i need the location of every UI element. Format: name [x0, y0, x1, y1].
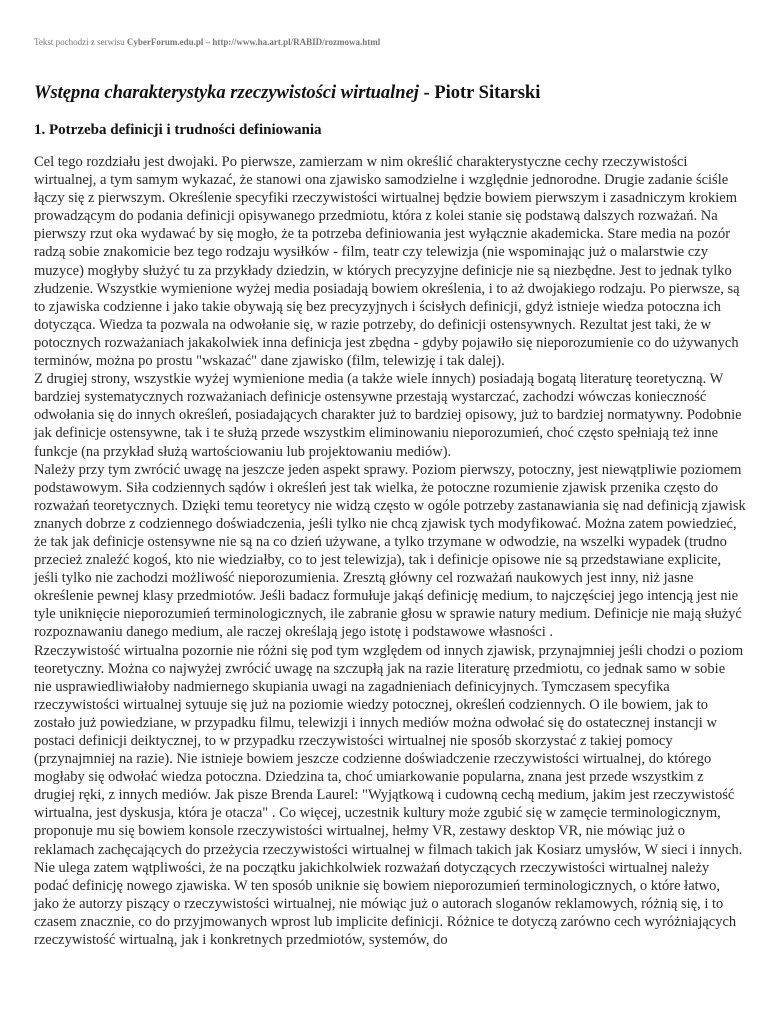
source-note-prefix: Tekst pochodzi z serwisu [34, 37, 127, 47]
source-note-site: CyberForum.edu.pl [126, 37, 204, 47]
paragraph-3: Należy przy tym zwrócić uwagę na jeszcze jeden aspekt sprawy. Poziom pierwszy, potoczny, jest niewątpliwie poziomem podstawowym. Siła codziennych sądów i określeń jest tak wielka, że potoczne rozumienie zjawisk przenika często do rozważań teoretycznych. Dzięki temu teoretycy nie widzą często w ogóle potrzeby zastanawiania się nad definicją zjawisk znanych dobrze z codziennego doświadczenia, jeśli tylko nie chcą zjawisk tych modyfikować. Można zatem powiedzieć, że tak jak definicje ostensywne nie są na co dzień używane, a tylko trzymane w odwodzie, na wszelki wypadek (trudno przecież znaleźć kogoś, kto nie wiedziałby, co to jest telewizja), tak i definicje opisowe nie są przedstawiane explicite, jeśli tylko nie zachodzi możliwość nieporozumienia. Zresztą główny cel rozważań naukowych jest inny, niż jasne określenie pewnej klasy przedmiotów. Jeśli badacz formułuje jakąś definicję medium, to najczęściej jego intencją jest nie tyle uniknięcie nieporozumień terminologicznych, ile zabranie głosu w sprawie natury medium. Definicje nie mają służyć rozpoznawaniu danego medium, ale raczej określają jego istotę i podstawowe własności . [34, 461, 746, 641]
source-note-url: http://www.ha.art.pl/RABID/rozmowa.html [212, 37, 381, 47]
section-heading: 1. Potrzeba definicji i trudności definiowania [34, 122, 322, 138]
source-note-separator: – [203, 37, 213, 47]
paragraph-2: Z drugiej strony, wszystkie wyżej wymienione media (a także wiele innych) posiadają bogatą literaturę teoretyczną. W bardziej systematycznych rozważaniach definicje ostensywne przestają wystarczać, zachodzi wówczas konieczność odwołania się do innych określeń, posiadających charakter już to bardziej opisowy, już to bardziej normatywny. Podobnie jak definicje ostensywne, tak i te służą przede wszystkim eliminowaniu nieporozumień, choć często spełniają też inne funkcje (na przykład służą wartościowaniu lub projektowaniu mediów). [34, 371, 742, 460]
title-main: Wstępna charakterystyka rzeczywistości wirtualnej [34, 83, 419, 103]
body-text [34, 153, 746, 949]
paragraph-1: Cel tego rozdziału jest dwojaki. Po pierwsze, zamierzam w nim określić charakterystyczne cechy rzeczywistości wirtualnej, a tym samym wykazać, że stanowi ona zjawisko samodzielne i względnie jednorodne. Drugie zadanie ściśle łączy się z pierwszym. Określenie specyfiki rzeczywistości wirtualnej będzie bowiem pierwszym i zasadniczym krokiem prowadzącym do podania definicji opisywanego przedmiotu, która z kolei stanie się podstawą dalszych rozważań. Na pierwszy rzut oka wydawać by się mogło, że ta potrzeba definiowania jest wyłącznie akademicka. Stare media na pozór radzą sobie znakomicie bez tego rodzaju wysiłków - film, teatr czy telewizja (nie wspominając już o malarstwie czy muzyce) mogłyby służyć tu za przykłady dziedzin, w których precyzyjne definicje nie są niezbędne. Jest to jednak tylko złudzenie. Wszystkie wymienione wyżej media posiadają bowiem określenia, i to aż dwojakiego rodzaju. Po pierwsze, są to zjawiska codzienne i jako takie obywają się bez precyzyjnych i ścisłych definicji, gdyż istnieje wiedza potoczna ich dotycząca. Wiedza ta pozwala na odwołanie się, w razie potrzeby, do definicji ostensywnych. Rezultat jest taki, że w potocznych rozważaniach jakakolwiek inna definicja jest zbędna - gdyby pojawiło się nieporozumienie co do używanych terminów, można po prostu "wskazać" dane zjawisko (film, telewizję i tak dalej). [34, 154, 740, 370]
document-page [34, 36, 746, 949]
document-title [34, 82, 746, 104]
source-note [34, 36, 746, 48]
paragraph-4: Rzeczywistość wirtualna pozornie nie różni się pod tym względem od innych zjawisk, przynajmniej jeśli chodzi o poziom teoretyczny. Można co najwyżej zwrócić uwagę na szczupłą jak na razie literaturę przedmiotu, co jednak samo w sobie nie usprawiedliwiałoby nadmiernego skupiania uwagi na zagadnieniach definicyjnych. Tymczasem specyfika rzeczywistości wirtualnej sytuuje się już na poziomie wiedzy potocznej, określeń codziennych. O ile bowiem, jak to zostało już powiedziane, w przypadku filmu, telewizji i innych mediów można odwołać się do ostatecznej instancji w postaci definicji deiktycznej, to w przypadku rzeczywistości wirtualnej nie sposób skorzystać z takiej pomocy (przynajmniej na razie). Nie istnieje bowiem jeszcze codzienne doświadczenie rzeczywistości wirtualnej, do którego mogłaby się odwołać wiedza potoczna. Dziedzina ta, choć umiarkowanie popularna, znana jest przede wszystkim z drugiej ręki, z innych mediów. Jak pisze Brenda Laurel: "Wyjątkową i cudowną cechą medium, jakim jest rzeczywistość wirtualna, jest dyskusja, która je otacza" . Co więcej, uczestnik kultury może zgubić się w zamęcie terminologicznym, proponuje mu się bowiem konsole rzeczywistości wirtualnej, hełmy VR, zestawy desktop VR, nie mówiąc już o reklamach zachęcających do przeżycia rzeczywistości wirtualnej w filmach takich jak Kosiarz umysłów, W sieci i innych. Nie ulega zatem wątpliwości, że na początku jakichkolwiek rozważań dotyczących rzeczywistości wirtualnej należy podać definicję nowego zjawiska. W ten sposób uniknie się bowiem nieporozumień terminologicznych, o które łatwo, jako że autorzy piszący o rzeczywistości wirtualnej, nie mówiąc już o autorach sloganów reklamowych, różnią się, i to czasem znacznie, co do przyjmowanych wprost lub implicite definicji. Różnice te dotyczą zarówno cech wyróżniających rzeczywistość wirtualną, jak i konkretnych przedmiotów, systemów, do [34, 642, 744, 949]
title-author: - Piotr Sitarski [418, 83, 541, 103]
